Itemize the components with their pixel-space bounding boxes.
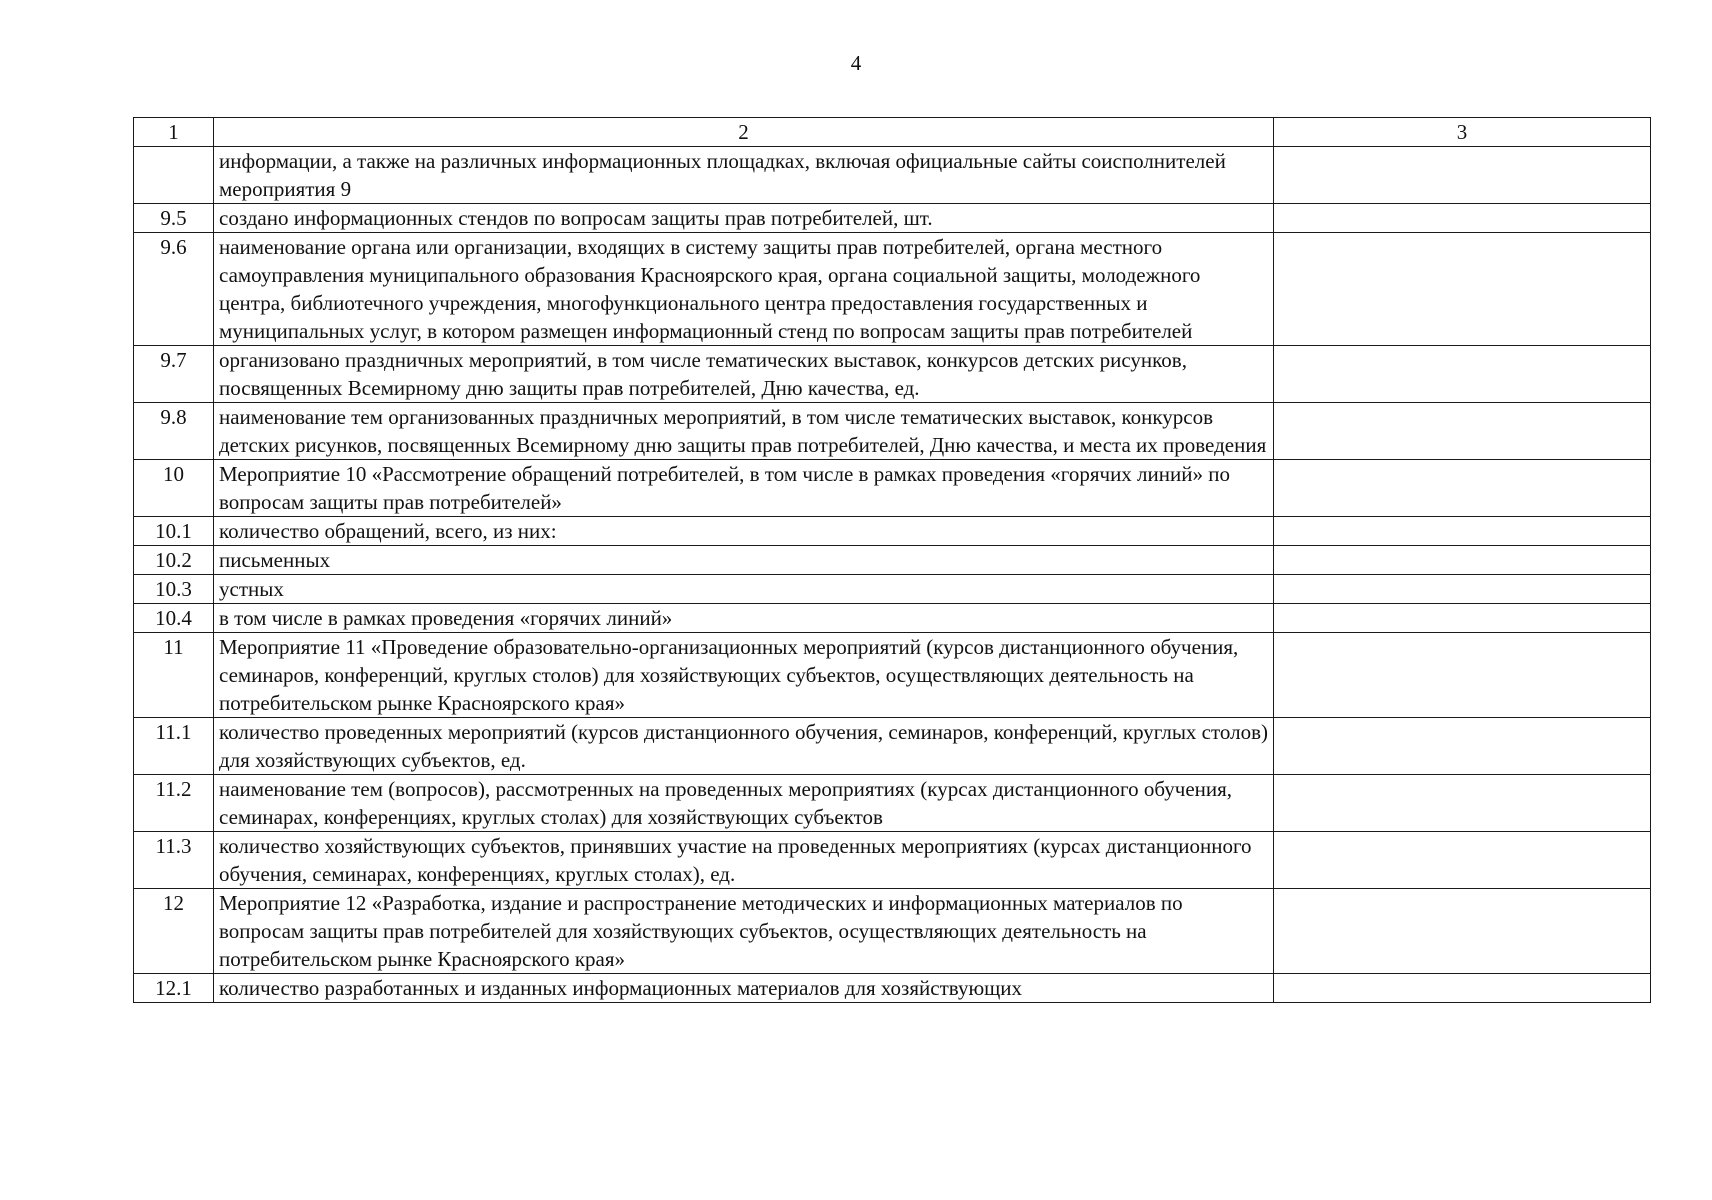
row-value [1274,832,1651,889]
row-number: 11.1 [134,718,214,775]
row-value [1274,403,1651,460]
column-header-number: 1 [134,118,214,147]
row-value [1274,517,1651,546]
row-number: 10.1 [134,517,214,546]
page-number: 4 [850,51,862,75]
row-number: 9.7 [134,346,214,403]
row-number: 11.2 [134,775,214,832]
row-text: Мероприятие 10 «Рассмотрение обращений потребителей, в том числе в рамках проведения «горячих линий» по вопросам защиты прав потребителей» [214,460,1274,517]
row-text: количество хозяйствующих субъектов, принявших участие на проведенных мероприятиях (курсах дистанционного обучения, семинарах, конференциях, круглых столах), ед. [214,832,1274,889]
row-text: организовано праздничных мероприятий, в том числе тематических выставок, конкурсов детских рисунков, посвященных Всемирному дню защиты прав потребителей, Дню качества, ед. [214,346,1274,403]
row-number: 9.8 [134,403,214,460]
row-number: 11.3 [134,832,214,889]
table-row [134,575,1651,604]
row-number: 9.5 [134,204,214,233]
row-value [1274,604,1651,633]
table-row [134,546,1651,575]
table-row [134,403,1651,460]
document-table [133,117,1651,1003]
row-text: количество обращений, всего, из них: [214,517,1274,546]
row-value [1274,633,1651,718]
row-value [1274,233,1651,346]
row-value [1274,974,1651,1003]
row-text: информации, а также на различных информационных площадках, включая официальные сайты соисполнителей мероприятия 9 [214,147,1274,204]
row-text: Мероприятие 12 «Разработка, издание и распространение методических и информационных материалов по вопросам защиты прав потребителей для хозяйствующих субъектов, осуществляющих деятельность на потребительском рынке Красноярского края» [214,889,1274,974]
table-row [134,604,1651,633]
row-text: количество разработанных и изданных информационных материалов для хозяйствующих [214,974,1274,1003]
row-text: наименование тем организованных праздничных мероприятий, в том числе тематических выставок, конкурсов детских рисунков, посвященных Всемирному дню защиты прав потребителей, Дню качества, и места их проведения [214,403,1274,460]
row-value [1274,889,1651,974]
row-text: письменных [214,546,1274,575]
row-number: 10.4 [134,604,214,633]
table-row [134,460,1651,517]
table-row [134,346,1651,403]
row-value [1274,718,1651,775]
row-text: устных [214,575,1274,604]
row-value [1274,147,1651,204]
column-header-value: 3 [1274,118,1651,147]
row-value [1274,575,1651,604]
row-value [1274,346,1651,403]
table-row [134,775,1651,832]
table-row [134,517,1651,546]
table-row [134,147,1651,204]
row-number: 10 [134,460,214,517]
table-row [134,204,1651,233]
row-text: наименование тем (вопросов), рассмотренных на проведенных мероприятиях (курсах дистанционного обучения, семинарах, конференциях, круглых столах) для хозяйствующих субъектов [214,775,1274,832]
row-number: 11 [134,633,214,718]
row-text: наименование органа или организации, входящих в систему защиты прав потребителей, органа местного самоуправления муниципального образования Красноярского края, органа социальной защиты, молодежного центра, библиотечного учреждения, многофункционального центра предоставления государственных и муниципальных услуг, в котором размещен информационный стенд по вопросам защиты прав потребителей [214,233,1274,346]
row-number: 12 [134,889,214,974]
table-header-row [134,118,1651,147]
row-number: 12.1 [134,974,214,1003]
row-text: создано информационных стендов по вопросам защиты прав потребителей, шт. [214,204,1274,233]
row-number: 10.2 [134,546,214,575]
table-row [134,718,1651,775]
row-value [1274,775,1651,832]
row-number: 9.6 [134,233,214,346]
column-header-indicator: 2 [214,118,1274,147]
table-row [134,889,1651,974]
row-text: количество проведенных мероприятий (курсов дистанционного обучения, семинаров, конференций, круглых столов) для хозяйствующих субъектов, ед. [214,718,1274,775]
row-text: в том числе в рамках проведения «горячих линий» [214,604,1274,633]
table-row [134,233,1651,346]
row-value [1274,204,1651,233]
row-value [1274,546,1651,575]
row-number [134,147,214,204]
row-value [1274,460,1651,517]
table-row [134,633,1651,718]
row-text: Мероприятие 11 «Проведение образовательно-организационных мероприятий (курсов дистанционного обучения, семинаров, конференций, круглых столов) для хозяйствующих субъектов, осуществляющих деятельность на потребительском рынке Красноярского края» [214,633,1274,718]
row-number: 10.3 [134,575,214,604]
table-row [134,974,1651,1003]
table-row [134,832,1651,889]
